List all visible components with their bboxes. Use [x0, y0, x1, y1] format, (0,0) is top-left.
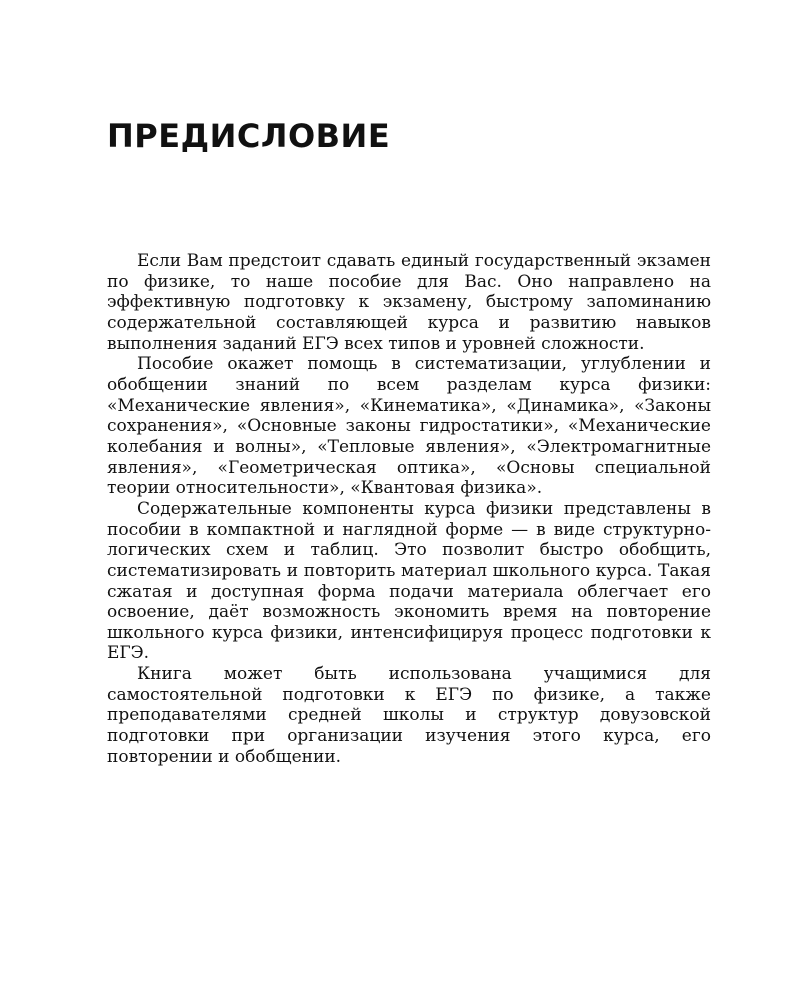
paragraph: Пособие окажет помощь в систематизации, углублении и обобщении знаний по всем разделам курса физики: «Механические явления», «Кинематика», «Динамика», «Законы сохранения», «Основные законы гидростатики», «Механические колебания и волны», «Тепловые явления», «Электромагнитные явления», «Геометрическая оптика», «Основы специальной теории относительности», «Квантовая физика».	[107, 354, 711, 499]
page-title: ПРЕДИСЛОВИЕ	[107, 117, 391, 155]
paragraph: Книга может быть использована учащимися для самостоятельной подготовки к ЕГЭ по физике, а также преподавателями средней школы и структур довузовской подготовки при организации изучения этого курса, его повторении и обобщении.	[107, 664, 711, 767]
preface-body	[107, 251, 711, 767]
paragraph: Если Вам предстоит сдавать единый государственный экзамен по физике, то наше пособие для Вас. Оно направлено на эффективную подготовку к экзамену, быстрому запоминанию содержательной составляющей курса и развитию навыков выполнения заданий ЕГЭ всех типов и уровней сложности.	[107, 251, 711, 354]
paragraph: Содержательные компоненты курса физики представлены в пособии в компактной и наглядной форме — в виде структурно-логических схем и таблиц. Это позволит быстро обобщить, систематизировать и повторить материал школьного курса. Такая сжатая и доступная форма подачи материала облегчает его освоение, даёт возможность экономить время на повторение школьного курса физики, интенсифицируя процесс подготовки к ЕГЭ.	[107, 498, 711, 664]
